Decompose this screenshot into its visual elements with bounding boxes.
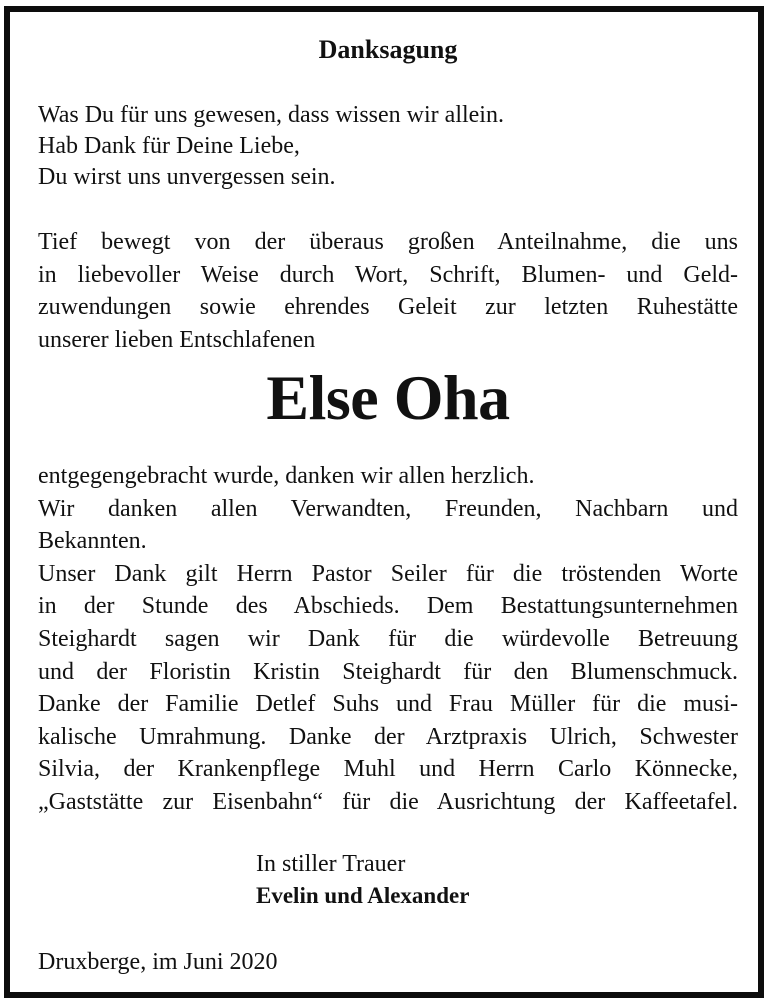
paragraph-line: Steighardt sagen wir Dank für die würdevolle Betreuung xyxy=(38,625,738,652)
paragraph-line: Silvia, der Krankenpflege Muhl und Herrn Carlo Könnecke, xyxy=(38,756,738,783)
verse-line: Hab Dank für Deine Liebe, xyxy=(38,133,300,159)
deceased-name: Else Oha xyxy=(266,362,510,433)
paragraph-line: unserer lieben Entschlafenen xyxy=(38,326,316,353)
signature-intro: In stiller Trauer xyxy=(256,851,406,877)
notice-frame xyxy=(4,6,764,998)
paragraph-line: Unser Dank gilt Herrn Pastor Seiler für die tröstenden Worte xyxy=(38,560,738,587)
paragraph-line: kalische Umrahmung. Danke der Arztpraxis Ulrich, Schwester xyxy=(38,723,738,750)
verse xyxy=(38,100,738,193)
verse-line: Du wirst uns unvergessen sein. xyxy=(38,164,336,190)
paragraph-line: in der Stunde des Abschieds. Dem Bestattungsunternehmen xyxy=(38,593,738,620)
thanks-paragraph xyxy=(38,460,738,819)
paragraph-line: „Gaststätte zur Eisenbahn“ für die Ausrichtung der Kaffeetafel. xyxy=(38,788,738,815)
paragraph-line: Danke der Familie Detlef Suhs und Frau Müller für die musi- xyxy=(38,691,738,718)
paragraph-line: entgegengebracht wurde, danken wir allen herzlich. xyxy=(38,463,535,489)
paragraph-line: Tief bewegt von der überaus großen Anteilnahme, die uns xyxy=(38,229,738,255)
paragraph-line: Bekannten. xyxy=(38,528,147,555)
paragraph-line: Wir danken allen Verwandten, Freunden, Nachbarn und xyxy=(38,495,738,522)
gratitude-paragraph xyxy=(38,226,738,356)
paragraph-line: in liebevoller Weise durch Wort, Schrift, Blumen- und Geld- xyxy=(38,261,738,288)
place-date: Druxberge, im Juni 2020 xyxy=(38,949,278,975)
paragraph-line: zuwendungen sowie ehrendes Geleit zur letzten Ruhestätte xyxy=(38,294,738,321)
paragraph-line: und der Floristin Kristin Steighardt für den Blumenschmuck. xyxy=(38,658,738,685)
signature-names: Evelin und Alexander xyxy=(256,883,470,908)
signature xyxy=(256,848,469,912)
verse-line: Was Du für uns gewesen, dass wissen wir allein. xyxy=(38,102,504,128)
notice-title: Danksagung xyxy=(318,35,458,64)
